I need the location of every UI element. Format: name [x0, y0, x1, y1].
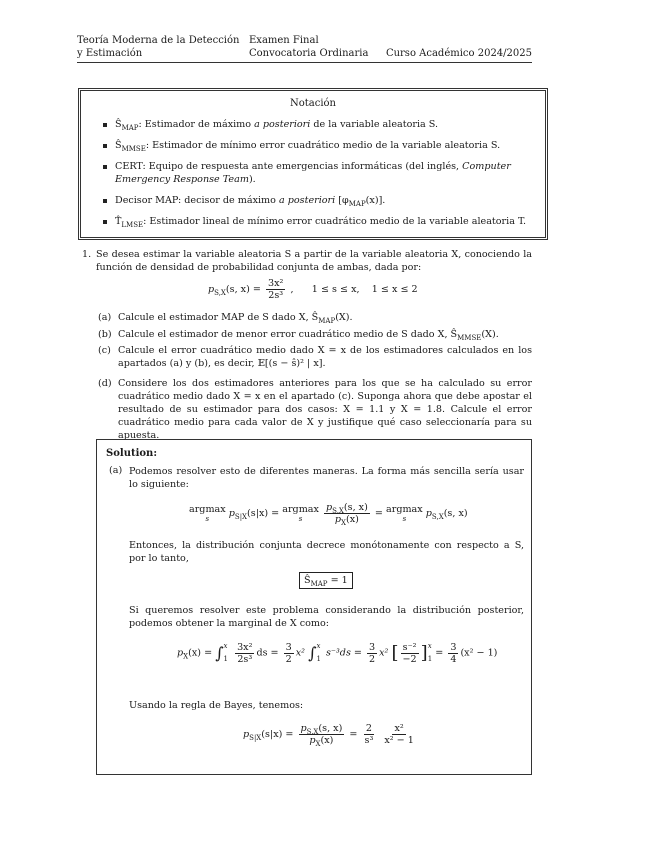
integral-limits: [316, 640, 320, 666]
solution-part-label: (a): [109, 465, 123, 476]
numerator: s⁻²: [402, 641, 417, 653]
argmax-operator: [189, 504, 226, 523]
denominator: 2: [285, 653, 292, 665]
eq-subscript: S,X: [431, 512, 444, 521]
eq-text: =: [349, 729, 358, 740]
solution-paragraph-3: Si queremos resolver este problema considerando la distribución posterior, podemos obtener la marginal de X como:: [129, 605, 524, 629]
conditional-fraction: [324, 502, 370, 525]
question-intro: Se desea estimar la variable aleatoria S a partir de la variable aleatoria X, conociendo la función de densidad de probabilidad conjunta de ambas, dada por:: [96, 249, 532, 273]
numerator: x²: [394, 723, 404, 734]
text: CERT: Equipo de respuesta ante emergencias informáticas (del inglés,: [115, 161, 463, 172]
denominator: [307, 735, 335, 746]
text: (X).: [335, 312, 353, 323]
notation-item-text: [115, 118, 545, 131]
solution-title: Solution:: [106, 448, 158, 459]
academic-year: Curso Académico 2024/2025: [385, 48, 532, 59]
eq-subscript: X: [315, 739, 321, 748]
text: : Estimador de máximo: [138, 119, 255, 130]
notation-item-text: [115, 160, 545, 186]
notation-item-text: [115, 139, 545, 152]
argmax-text: argmax: [189, 504, 226, 515]
fraction: [299, 723, 345, 746]
argmax-text: argmax: [386, 504, 423, 515]
eq-text: (s|x) =: [247, 508, 280, 519]
bullet: [103, 165, 107, 169]
course-title: [77, 34, 239, 60]
page-header: [77, 34, 532, 62]
eq-symbol: p: [425, 508, 432, 519]
eq-text: (x): [320, 735, 334, 746]
course-title-line2: y Estimación: [77, 48, 143, 59]
upper-limit: x: [223, 642, 228, 650]
question-1: [82, 248, 532, 274]
italic-text: Computer Emergency Response Team: [115, 161, 511, 185]
exam-title: [249, 34, 368, 60]
text: (x)].: [365, 195, 386, 206]
question-number: 1.: [82, 249, 92, 260]
eq-text: (s, x): [443, 508, 468, 519]
bullet: [103, 220, 107, 224]
notation-box: [78, 88, 548, 240]
eq-text: (s, x) =: [225, 284, 261, 295]
text: : Estimador de mínimo error cuadrático medio de la variable aleatoria S.: [145, 140, 501, 151]
bullet: [103, 144, 107, 148]
solution-box: [96, 439, 532, 775]
part-label: (b): [98, 329, 112, 340]
eq-subscript: S,X: [214, 288, 226, 297]
numerator: 3: [285, 641, 292, 653]
eq-text: x²: [295, 647, 306, 659]
eq-text: =: [435, 647, 444, 659]
eq-symbol: p: [326, 502, 333, 513]
part-text: Considere los dos estimadores anteriores para los que se ha calculado su error cuadrático medio dado X = x en el apartado (c). Suponga ahora que debe apostar el resultado de su estimador para dos casos: X = 1.1 y X = 1.8. Calcule el error cuadrático medio para cada valor de X y justifique qué caso seleccionaría para su apuesta.: [118, 378, 532, 441]
fraction: [284, 642, 294, 665]
italic-text: a posteriori: [254, 119, 311, 130]
solution-paragraph-1: Podemos resolver esto de diferentes maneras. La forma más sencilla sería usar lo siguiente:: [129, 466, 524, 490]
eq-text: (x) =: [188, 647, 213, 659]
text: [φ: [335, 195, 349, 206]
solution-paragraph-2: Entonces, la distribución conjunta decrece monótonamente con respecto a S, por lo tanto,: [129, 540, 524, 564]
text: de la variable aleatoria S.: [310, 119, 439, 130]
fraction: [382, 723, 416, 746]
lower-limit: 1: [223, 655, 228, 663]
denominator: x² − 1: [384, 735, 414, 746]
eq-text: (s, x): [318, 723, 343, 734]
argmax-equation: [189, 502, 468, 525]
subscript: MAP: [318, 316, 336, 325]
denominator: 2s³: [268, 290, 284, 301]
course-title-line1: Teoría Moderna de la Detección: [77, 35, 240, 46]
integral-icon: ∫: [308, 643, 317, 663]
density-equation: [208, 278, 418, 301]
subscript: MMSE: [457, 333, 482, 342]
eq-text: (s, x): [343, 502, 368, 513]
eq-subscript: S,X: [306, 727, 319, 736]
fraction: [448, 642, 458, 665]
fraction: [367, 642, 377, 665]
eq-subscript: S,X: [332, 506, 344, 515]
exam-title-line1: Examen Final: [249, 35, 319, 46]
part-label: (d): [98, 378, 112, 389]
argmax-under: s: [205, 515, 210, 523]
header-rule: [77, 62, 532, 63]
denominator: s³: [364, 735, 374, 746]
denominator: −2: [402, 653, 417, 665]
integral-limits: [224, 640, 228, 666]
map-result-box: [299, 572, 353, 589]
part-label: (a): [98, 312, 112, 323]
numerator: 3x²: [268, 278, 284, 289]
part-label: (c): [98, 345, 111, 356]
notation-item-text: [115, 215, 545, 228]
fraction: [401, 642, 419, 665]
lower-limit: 1: [316, 655, 321, 663]
symbol: Ŝ: [115, 140, 122, 151]
eq-subscript: X: [341, 518, 347, 527]
part-text: Calcule el error cuadrático medio dado X = x de los estimadores calculados en los apartados (a) y (b), es decir, 𝔼[(s − ŝ)² | x].: [118, 345, 532, 369]
denominator: 2s³: [237, 653, 253, 665]
fraction: [235, 642, 254, 665]
density-condition: , 1 ≤ s ≤ x, 1 ≤ x ≤ 2: [290, 284, 418, 295]
text: (X).: [481, 329, 499, 340]
numerator: 3: [450, 641, 457, 653]
numerator: [324, 502, 370, 514]
denominator: 4: [450, 653, 457, 665]
right-bracket: ]: [420, 642, 428, 664]
eq-text: (x² − 1): [460, 647, 498, 659]
upper-limit: x: [316, 642, 321, 650]
numerator: [299, 723, 345, 735]
bayes-equation: [243, 723, 418, 746]
boxed-result: [299, 572, 353, 589]
eq-symbol: Ŝ: [304, 575, 311, 586]
eq-symbol: p: [309, 735, 316, 746]
bracket-limits: [428, 640, 432, 666]
text: Decisor MAP: decisor de máximo: [115, 195, 279, 206]
eq-text: (x): [346, 514, 359, 525]
text: Calcule el estimador MAP de S dado X, Ŝ: [118, 312, 319, 323]
subscript: MAP: [121, 123, 139, 132]
text: ).: [248, 174, 256, 185]
eq-symbol: p: [300, 723, 307, 734]
italic-text: a posteriori: [278, 195, 336, 206]
numerator: 3: [369, 641, 376, 653]
argmax-under: s: [298, 515, 303, 523]
exam-title-line2: Convocatoria Ordinaria: [249, 48, 369, 59]
numerator: 2: [365, 723, 372, 734]
eq-subscript: S|X: [234, 512, 248, 521]
eq-subscript: S|X: [249, 733, 262, 742]
denominator: 2: [369, 653, 376, 665]
eq-subscript: MAP: [310, 579, 328, 588]
symbol: Ŝ: [115, 119, 122, 130]
text: Calcule el estimador de menor error cuadrático medio de S dado X, Ŝ: [118, 329, 458, 340]
eq-symbol: p: [208, 284, 215, 295]
subscript: MAP: [348, 199, 366, 208]
subscript: LMSE: [121, 220, 144, 229]
symbol: T̂: [115, 216, 122, 227]
eq-text: (s|x) =: [261, 729, 294, 740]
lower-limit: 1: [427, 655, 433, 663]
part-text: [118, 328, 532, 341]
numerator: 3x²: [237, 641, 253, 653]
left-bracket: [: [391, 642, 399, 664]
argmax-text: argmax: [282, 504, 319, 515]
fraction: [363, 723, 376, 746]
notation-title: Notación: [289, 98, 336, 109]
bullet: [103, 199, 107, 203]
text: : Estimador lineal de mínimo error cuadrático medio de la variable aleatoria T.: [143, 216, 527, 227]
eq-symbol: p: [334, 514, 342, 525]
eq-symbol: p: [228, 508, 235, 519]
eq-symbol: p: [243, 729, 250, 740]
argmax-operator: [282, 504, 319, 523]
eq-text: x²: [379, 647, 389, 659]
eq-text: = 1: [327, 575, 348, 586]
integral-icon: ∫: [215, 643, 224, 663]
solution-paragraph-4: Usando la regla de Bayes, tenemos:: [129, 700, 304, 711]
marginal-equation: [177, 640, 497, 666]
eq-subscript: X: [183, 652, 189, 661]
argmax-operator: [386, 504, 423, 523]
notation-item-text: [115, 194, 545, 207]
eq-text: =: [374, 508, 383, 519]
part-text: [118, 311, 532, 324]
eq-text: s⁻³ds =: [325, 647, 362, 659]
denominator: [333, 514, 361, 525]
density-fraction: [266, 278, 285, 301]
eq-symbol: p: [177, 647, 184, 659]
argmax-under: s: [402, 515, 407, 523]
upper-limit: x: [427, 642, 432, 650]
subscript: MMSE: [121, 144, 146, 153]
bullet: [103, 123, 107, 127]
eq-text: ds =: [256, 647, 279, 659]
